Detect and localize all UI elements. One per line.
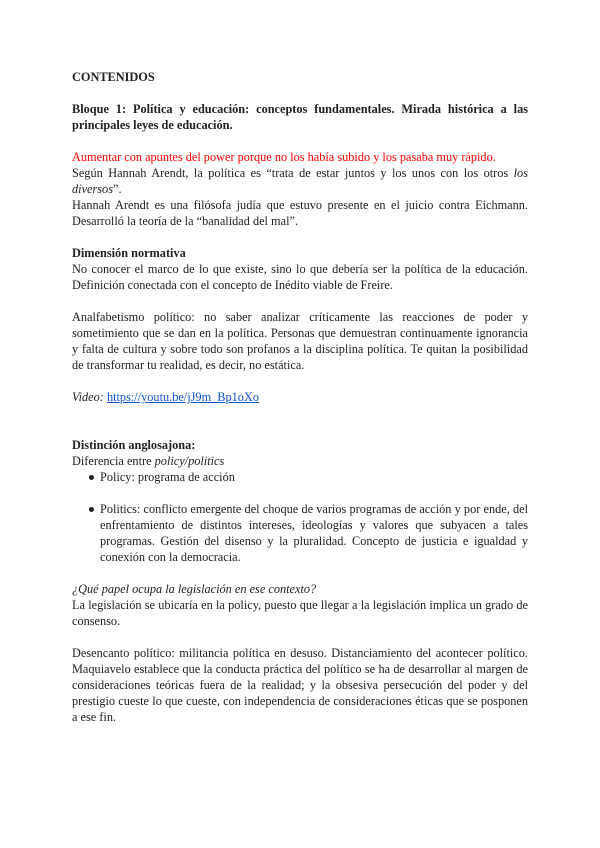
page-heading: CONTENIDOS — [72, 70, 155, 84]
diferencia-prefix: Diferencia entre — [72, 454, 155, 468]
list-item — [72, 469, 528, 485]
red-note: Aumentar con apuntes del power porque no los había subido y los pasaba muy rápido. — [72, 150, 496, 164]
dimension-title: Dimensión normativa — [72, 246, 186, 260]
question-line: ¿Qué papel ocupa la legislación en ese contexto? — [72, 582, 317, 596]
bullet-dot-icon — [89, 507, 94, 512]
diferencia-line — [72, 453, 528, 469]
arendt-bio: Hannah Arendt es una filósofa judía que estuvo presente en el juicio contra Eichmann. Desarrolló la teoría de la “banalidad del mal”. — [72, 198, 528, 228]
video-link[interactable]: https://youtu.be/jJ9m_Bp1oXo — [106, 390, 259, 404]
legislacion-text: La legislación se ubicaría en la policy, puesto que llegar a la legislación implica un grado de consenso. — [72, 598, 528, 628]
desencanto-text: Desencanto político: militancia política en desuso. Distanciamiento del acontecer político. Maquiavelo establece que la conducta práctica del político se ha de desarrollar al margen de consideraciones teóricas fuera de la realidad; y la obsesiva persecución del poder y del prestigio cueste lo que cueste, con independencia de consideraciones éticas que se posponen a ese fin. — [72, 646, 528, 724]
bullet-text: Politics: conflicto emergente del choque de varios programas de acción y por ende, del enfrentamiento de distintos intereses, ideologías y valores que subyacen a tales programas. Gestión del disenso y la pluralidad. Concepto de justicia e igualdad y conexión con la democracia. — [100, 502, 528, 564]
diferencia-italic: policy/politics — [154, 454, 225, 468]
distincion-title: Distinción anglosajona: — [72, 438, 196, 452]
dimension-text: No conocer el marco de lo que existe, sino lo que debería ser la política de la educación. Definición conectada con el concepto de Inédito viable de Freire. — [72, 262, 528, 292]
arendt-intro: Según Hannah Arendt, la política es “trata de estar juntos y los unos con los otros — [72, 166, 514, 180]
video-label: Video: — [72, 390, 104, 404]
list-item — [72, 501, 528, 565]
bloque-title: Bloque 1: Política y educación: conceptos fundamentales. Mirada histórica a las principales leyes de educación. — [72, 102, 528, 132]
document-content — [72, 69, 528, 725]
bullet-list — [72, 469, 528, 565]
bullet-text: Policy: programa de acción — [100, 470, 235, 484]
bullet-dot-icon — [89, 475, 94, 480]
arendt-italic: los diversos — [72, 166, 528, 196]
analfabetismo-text: Analfabetismo político: no saber analizar críticamente las reacciones de poder y sometimiento que se dan en la política. Personas que demuestran continuamente ignorancia y falta de cultura y sobre todo son profanos a la disciplina política. Te quitan la posibilidad de transformar tu realidad, es decir, no estática. — [72, 310, 528, 372]
arendt-end: ”. — [113, 182, 122, 196]
video-line — [72, 389, 528, 405]
arendt-paragraph — [72, 165, 528, 197]
